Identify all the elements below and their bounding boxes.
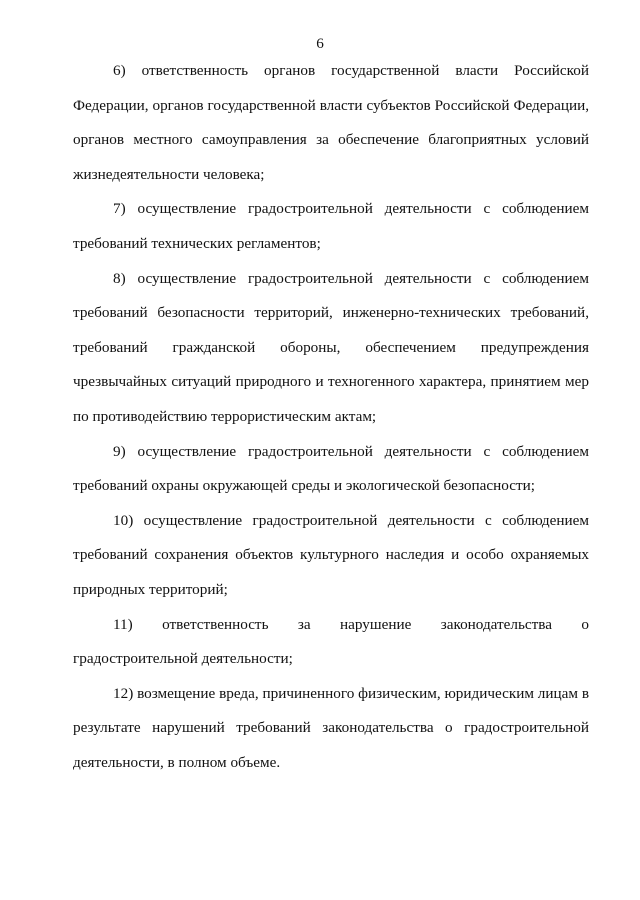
paragraph-item-7: 7) осуществление градостроительной деятельности с соблюдением требований технических регламентов;: [73, 200, 589, 252]
document-body: [73, 54, 589, 780]
page-number: 6: [316, 35, 324, 52]
paragraph-item-12: 12) возмещение вреда, причиненного физическим, юридическим лицам в результате нарушений требований законодательства о градостроительной деятельности, в полном объеме.: [73, 684, 589, 771]
paragraph-item-6: 6) ответственность органов государственной власти Российской Федерации, органов государственной власти субъектов Российской Федерации, органов местного самоуправления за обеспечение благоприятных условий жизнедеятельности человека;: [73, 62, 589, 183]
paragraph-item-9: 9) осуществление градостроительной деятельности с соблюдением требований охраны окружающей среды и экологической безопасности;: [73, 442, 589, 495]
paragraph-item-11: 11) ответственность за нарушение законодательства о градостроительной деятельности;: [73, 615, 589, 668]
paragraph-item-10: 10) осуществление градостроительной деятельности с соблюдением требований сохранения объектов культурного наследия и особо охраняемых природных территорий;: [73, 511, 589, 598]
paragraph-item-8: 8) осуществление градостроительной деятельности с соблюдением требований безопасности территорий, инженерно-технических требований, требований гражданской обороны, обеспечением предупреждения чрезвычайных ситуаций природного и техногенного характера, принятием мер по противодействию террористическим актам;: [73, 269, 589, 425]
